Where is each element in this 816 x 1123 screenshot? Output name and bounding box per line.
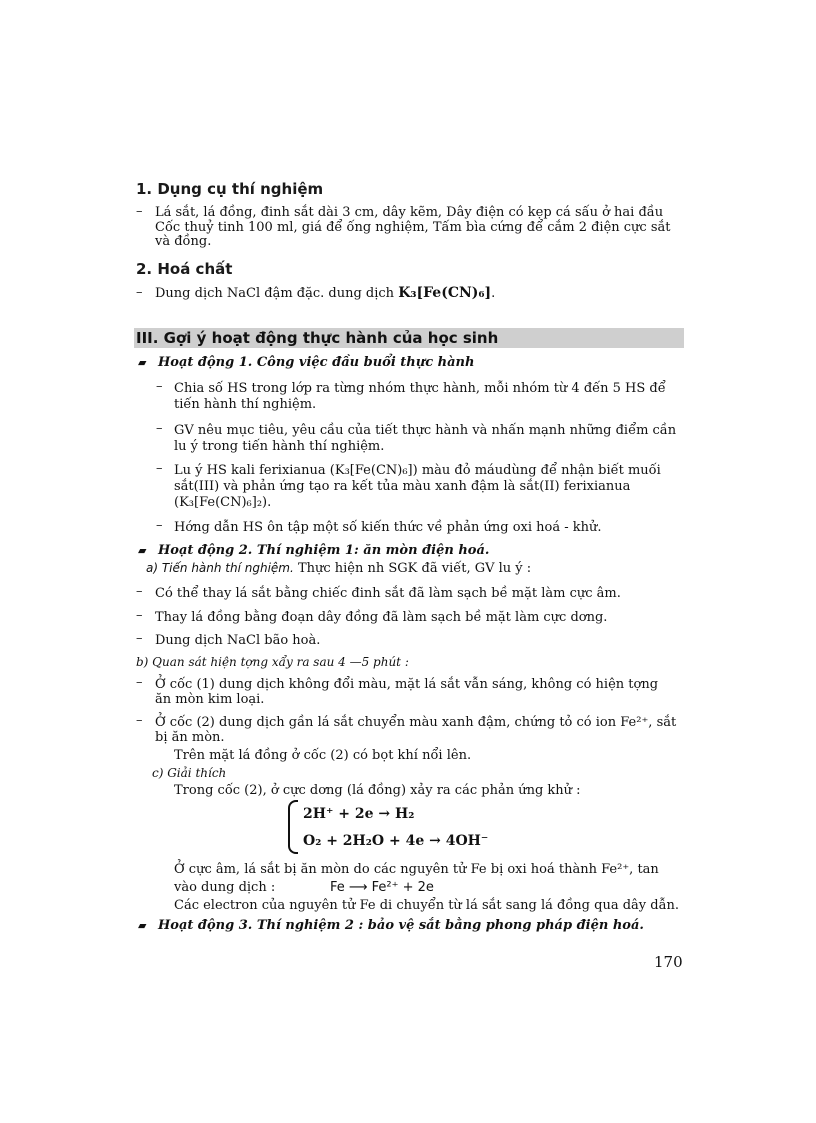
act2-b-label: b) Quan sát hiện tợng xẩy ra sau 4 —5 phút : <box>136 655 409 669</box>
act1-item-2-l2: lu ý trong tiến hành thí nghiệm. <box>174 439 385 454</box>
act1-item-3-l1: Lu ý HS kali ferixianua (K₃[Fe(CN)₆]) màu đỏ máudùng để nhận biết muối <box>174 463 661 478</box>
bullet-icon: ▰ <box>138 919 147 932</box>
equation-1: 2H⁺ + 2e → H₂ <box>303 806 415 822</box>
dash-bullet: – <box>156 461 163 476</box>
act1-item-2-l1: GV nêu mục tiêu, yêu cầu của tiết thực hành và nhấn mạnh những điểm cần <box>174 423 677 438</box>
act1-item-1-l2: tiến hành thí nghiệm. <box>174 397 317 412</box>
dash-bullet: – <box>136 285 143 300</box>
tools-line-2: Cốc thuỷ tinh 100 ml, giá để ống nghiệm, Tấm bìa cứng để cắm 2 điện cực sắt <box>155 220 671 235</box>
act2-a-label: a) Tiến hành thí nghiệm. <box>146 561 294 575</box>
act1-item-4-l1: Hớng dẫn HS ôn tập một số kiến thức về phản ứng oxi hoá - khử. <box>174 520 602 535</box>
dash-bullet: – <box>136 204 143 219</box>
activity-2-title: Hoạt động 2. Thí nghiệm 1: ăn mòn điện hoá. <box>158 543 490 558</box>
act2-a-item-1: Có thể thay lá sắt bằng chiếc đinh sắt đã làm sạch bề mặt làm cực âm. <box>155 586 621 601</box>
act2-c-after-2: vào dung dịch : <box>174 880 276 895</box>
dash-bullet: – <box>136 713 143 728</box>
chem-line-end: . <box>491 286 496 301</box>
act1-item-1-l1: Chia số HS trong lớp ra từng nhóm thực hành, mỗi nhóm từ 4 đến 5 HS để <box>174 381 666 396</box>
act2-a-text: Thực hiện nh SGK đã viết, GV lu ý : <box>293 561 532 576</box>
chem-line-text: Dung dịch NaCl đậm đặc. dung dịch <box>155 286 395 301</box>
act2-b-item-2-l2: bị ăn mòn. <box>155 730 225 745</box>
act2-a-line <box>146 561 531 576</box>
act1-item-3-l3: (K₃[Fe(CN)₆]₂). <box>174 495 272 510</box>
chem-heading: 2. Hoá chất <box>136 260 233 278</box>
dash-bullet: – <box>136 584 143 599</box>
act2-c-text: Trong cốc (2), ở cực dơng (lá đồng) xảy ra các phản ứng khử : <box>174 783 581 798</box>
act2-b-item-1-l1: Ở cốc (1) dung dịch không đổi màu, mặt lá sắt vẫn sáng, không có hiện tợng <box>155 677 659 692</box>
tools-line-3: và đồng. <box>155 234 212 249</box>
act2-b-item-2-l1: Ở cốc (2) dung dịch gần lá sắt chuyển màu xanh đậm, chứng tỏ có ion Fe²⁺, sắt <box>155 715 677 730</box>
act2-b-extra: Trên mặt lá đồng ở cốc (2) có bọt khí nổi lên. <box>174 748 472 763</box>
act2-b-item-1-l2: ăn mòn kim loại. <box>155 692 265 707</box>
bullet-icon: ▰ <box>138 544 147 557</box>
dash-bullet: – <box>136 631 143 646</box>
equation-brace <box>288 800 298 854</box>
dash-bullet: – <box>156 379 163 394</box>
chem-line <box>155 286 495 301</box>
act2-c-after-1: Ở cực âm, lá sắt bị ăn mòn do các nguyên tử Fe bị oxi hoá thành Fe²⁺, tan <box>174 862 659 877</box>
chem-formula: K₃[Fe(CN)₆] <box>398 285 492 301</box>
oxidation-reaction: Fe ⟶ Fe²⁺ + 2e <box>330 880 434 895</box>
act2-c-label: c) Giải thích <box>152 766 227 780</box>
equation-2: O₂ + 2H₂O + 4e → 4OH⁻ <box>303 833 489 849</box>
bullet-icon: ▰ <box>138 356 147 369</box>
act2-c-last: Các electron của nguyên tử Fe di chuyển từ lá sắt sang lá đồng qua dây dẫn. <box>174 898 680 913</box>
act2-a-item-3: Dung dịch NaCl bão hoà. <box>155 633 321 648</box>
activity-1-title: Hoạt động 1. Công việc đầu buổi thực hành <box>158 355 475 370</box>
tools-heading: 1. Dụng cụ thí nghiệm <box>136 180 324 198</box>
section-3-title: III. Gợi ý hoạt động thực hành của học sinh <box>136 329 499 347</box>
dash-bullet: – <box>156 518 163 533</box>
dash-bullet: – <box>156 421 163 436</box>
act2-a-item-2: Thay lá đồng bằng đoạn dây đồng đã làm sạch bề mặt làm cực dơng. <box>155 610 608 625</box>
section-3-banner <box>134 328 684 348</box>
act1-item-3-l2: sắt(III) và phản ứng tạo ra kết tủa màu xanh đậm là sắt(II) ferixianua <box>174 479 631 494</box>
dash-bullet: – <box>136 608 143 623</box>
page-number: 170 <box>654 953 683 971</box>
activity-3-title: Hoạt động 3. Thí nghiệm 2 : bảo vệ sắt bằng phong pháp điện hoá. <box>158 918 644 933</box>
tools-line-1: Lá sắt, lá đồng, đinh sắt dài 3 cm, dây kẽm, Dây điện có kẹp cá sấu ở hai đầu <box>155 205 664 220</box>
dash-bullet: – <box>136 675 143 690</box>
